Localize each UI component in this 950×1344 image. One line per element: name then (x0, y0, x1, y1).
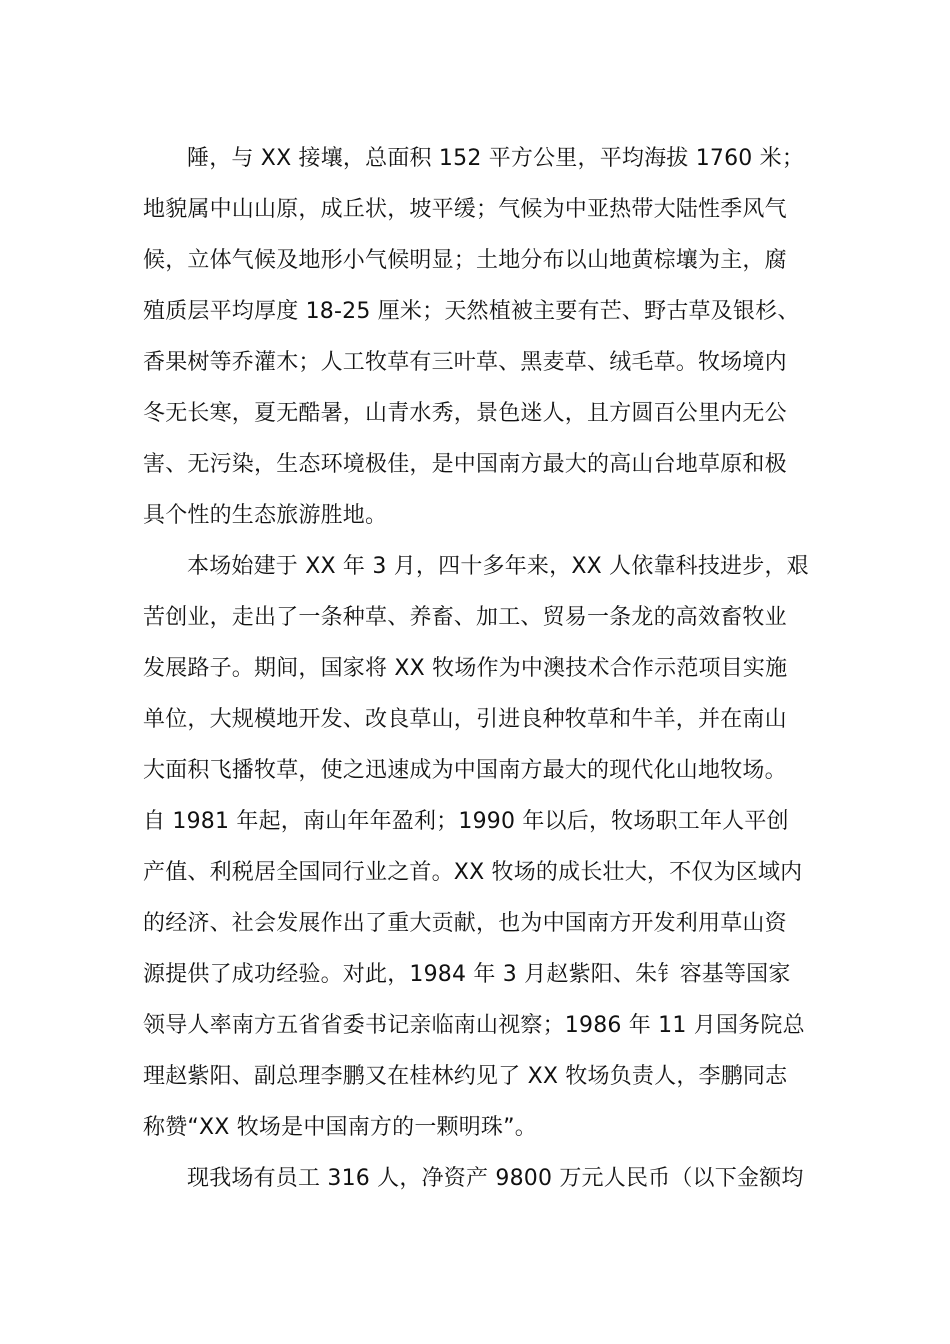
text-line: 候，立体气候及地形小气候明显；土地分布以山地黄棕壤为主，腐 (143, 248, 787, 273)
text-line: 产值、利税居全国同行业之首。XX 牧场的成长壮大，不仅为区域内 (143, 860, 803, 885)
text-line: 害、无污染，生态环境极佳，是中国南方最大的高山台地草原和极 (143, 452, 787, 477)
text-line: 本场始建于 XX 年 3 月，四十多年来，XX 人依靠科技进步，艰 (187, 554, 809, 579)
text-line: 殖质层平均厚度 18-25 厘米；天然植被主要有芒、野古草及银杉、 (143, 299, 800, 324)
text-line: 的经济、社会发展作出了重大贡献，也为中国南方开发利用草山资 (143, 911, 787, 936)
text-line: 冬无长寒，夏无酷暑，山青水秀，景色迷人，且方圆百公里内无公 (143, 401, 787, 426)
text-line: 称赞“XX 牧场是中国南方的一颗明珠”。 (143, 1115, 537, 1140)
text-line: 现我场有员工 316 人，净资产 9800 万元人民币（以下金额均 (187, 1166, 804, 1191)
text-line: 领导人率南方五省省委书记亲临南山视察；1986 年 11 月国务院总 (143, 1013, 805, 1038)
text-line: 单位，大规模地开发、改良草山，引进良种牧草和牛羊，并在南山 (143, 707, 787, 732)
document-body (143, 133, 811, 1204)
text-line: 发展路子。期间，国家将 XX 牧场作为中澳技术合作示范项目实施 (143, 656, 788, 681)
text-line: 大面积飞播牧草，使之迅速成为中国南方最大的现代化山地牧场。 (143, 758, 787, 783)
paragraph-2 (143, 541, 811, 1153)
text-line: 自 1981 年起，南山年年盈利；1990 年以后，牧场职工年人平创 (143, 809, 789, 834)
text-line: 理赵紫阳、副总理李鹏又在桂林约见了 XX 牧场负责人，李鹏同志 (143, 1064, 788, 1089)
paragraph-3 (143, 1153, 811, 1204)
text-line: 地貌属中山山原，成丘状，坡平缓；气候为中亚热带大陆性季风气 (143, 197, 787, 222)
paragraph-1 (143, 133, 811, 541)
text-line: 苦创业，走出了一条种草、养畜、加工、贸易一条龙的高效畜牧业 (143, 605, 787, 630)
text-line: 具个性的生态旅游胜地。 (143, 503, 388, 528)
text-line: 香果树等乔灌木；人工牧草有三叶草、黑麦草、绒毛草。牧场境内 (143, 350, 787, 375)
text-line: 源提供了成功经验。对此，1984 年 3 月赵紫阳、朱钅容基等国家 (143, 962, 791, 987)
text-line: 陲，与 XX 接壤，总面积 152 平方公里，平均海拔 1760 米； (187, 146, 805, 171)
